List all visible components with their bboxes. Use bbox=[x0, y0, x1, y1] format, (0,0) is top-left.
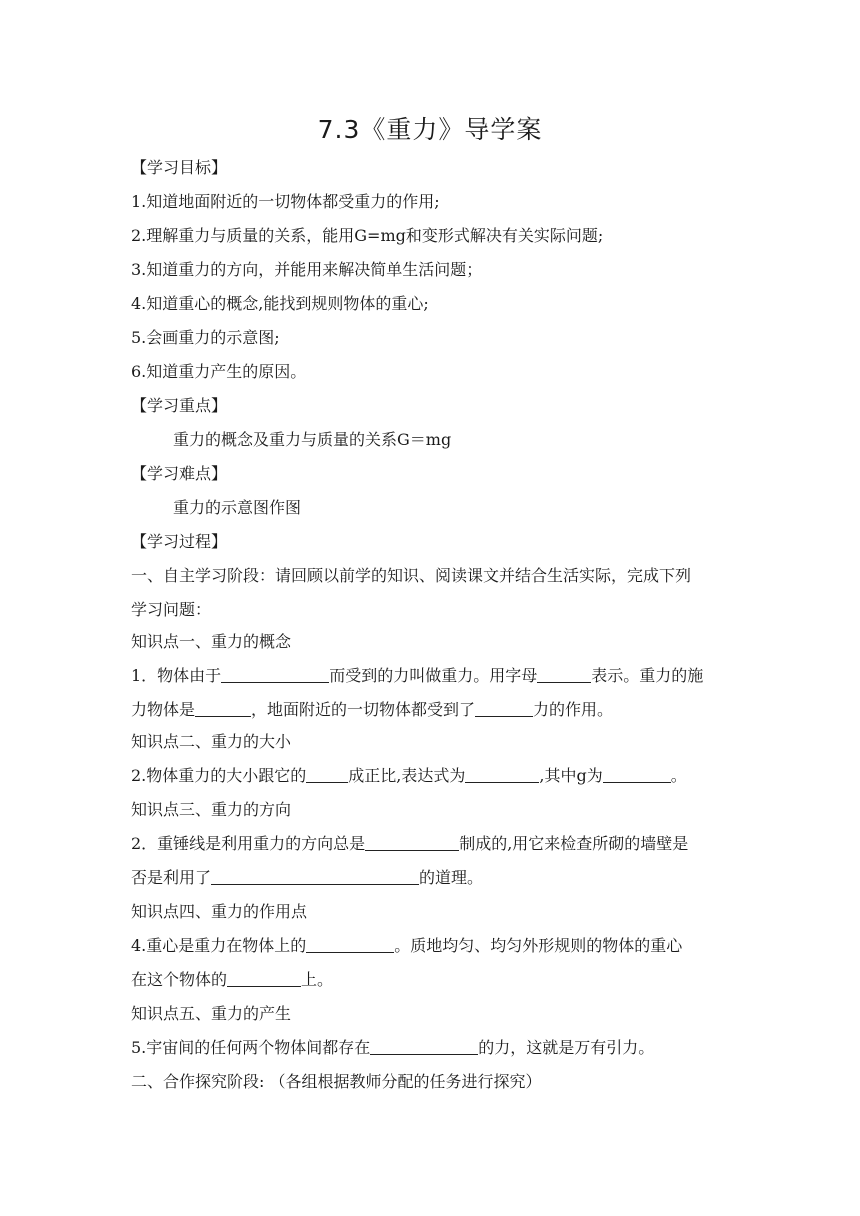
question-text: 1．物体由于 bbox=[131, 666, 222, 685]
document-title: 7.3《重力》导学案 bbox=[317, 115, 543, 144]
objective-item-5: 5.会画重力的示意图; bbox=[131, 328, 280, 347]
key-points-heading: 【学习重点】 bbox=[131, 396, 228, 415]
question-text: 2．重锤线是利用重力的方向总是 bbox=[131, 834, 366, 853]
fill-blank[interactable] bbox=[465, 766, 539, 783]
knowledge-point-3-heading: 知识点三、重力的方向 bbox=[131, 800, 292, 819]
question-text: 而受到的力叫做重力。用字母 bbox=[329, 666, 538, 685]
question-5-line1 bbox=[131, 1038, 654, 1058]
question-text: ,其中g为 bbox=[539, 766, 603, 785]
fill-blank[interactable] bbox=[603, 766, 671, 783]
question-text: 。质地均匀、均匀外形规则的物体的重心 bbox=[394, 936, 683, 955]
fill-blank[interactable] bbox=[306, 936, 394, 953]
objective-item-4: 4.知道重心的概念,能找到规则物体的重心; bbox=[131, 294, 429, 313]
knowledge-point-2-heading: 知识点二、重力的大小 bbox=[131, 732, 292, 751]
question-text: 力物体是 bbox=[131, 700, 196, 719]
question-text: 成正比,表达式为 bbox=[348, 766, 466, 785]
knowledge-point-4-heading: 知识点四、重力的作用点 bbox=[131, 902, 308, 921]
objective-item-3: 3.知道重力的方向，并能用来解决简单生活问题； bbox=[131, 260, 483, 279]
difficult-points-heading: 【学习难点】 bbox=[131, 464, 228, 483]
question-text: 的力，这就是万有引力。 bbox=[478, 1038, 655, 1057]
fill-blank[interactable] bbox=[537, 666, 591, 683]
fill-blank[interactable] bbox=[475, 700, 533, 717]
objective-item-2: 2.理解重力与质量的关系，能用G=mg和变形式解决有关实际问题; bbox=[131, 226, 604, 245]
knowledge-point-5-heading: 知识点五、重力的产生 bbox=[131, 1004, 292, 1023]
stage2-intro: 二、合作探究阶段: （各组根据教师分配的任务进行探究） bbox=[131, 1072, 542, 1091]
objective-item-6: 6.知道重力产生的原因。 bbox=[131, 362, 307, 381]
process-heading: 【学习过程】 bbox=[131, 532, 228, 551]
question-3-line1 bbox=[131, 834, 688, 854]
question-1-line2 bbox=[131, 700, 613, 720]
question-text: ，地面附近的一切物体都受到了 bbox=[251, 700, 476, 719]
question-2-line1 bbox=[131, 766, 687, 786]
question-text: 2.物体重力的大小跟它的 bbox=[131, 766, 307, 785]
question-text: 。 bbox=[670, 766, 687, 785]
question-text: 制成的,用它来检查所砌的墙壁是 bbox=[459, 834, 689, 853]
stage1-intro-line1: 一、自主学习阶段：请回顾以前学的知识、阅读课文并结合生活实际，完成下列 bbox=[131, 566, 692, 585]
fill-blank[interactable] bbox=[195, 700, 251, 717]
fill-blank[interactable] bbox=[365, 834, 459, 851]
fill-blank[interactable] bbox=[370, 1038, 478, 1055]
fill-blank[interactable] bbox=[306, 766, 348, 783]
question-text: 在这个物体的 bbox=[131, 970, 228, 989]
fill-blank[interactable] bbox=[211, 868, 419, 885]
question-text: 否是利用了 bbox=[131, 868, 212, 887]
question-4-line2 bbox=[131, 970, 333, 990]
objectives-heading: 【学习目标】 bbox=[131, 158, 228, 177]
question-text: 表示。重力的施 bbox=[591, 666, 704, 685]
key-points-text: 重力的概念及重力与质量的关系G＝mg bbox=[173, 430, 452, 449]
question-4-line1 bbox=[131, 936, 682, 956]
question-text: 上。 bbox=[301, 970, 334, 989]
question-text: 的道理。 bbox=[419, 868, 484, 887]
difficult-points-text: 重力的示意图作图 bbox=[173, 498, 302, 517]
question-text: 4.重心是重力在物体上的 bbox=[131, 936, 307, 955]
question-text: 力的作用。 bbox=[533, 700, 614, 719]
question-text: 5.宇宙间的任何两个物体间都存在 bbox=[131, 1038, 371, 1057]
objective-item-1: 1.知道地面附近的一切物体都受重力的作用; bbox=[131, 192, 440, 211]
stage1-intro-line2: 学习问题： bbox=[131, 600, 212, 619]
question-3-line2 bbox=[131, 868, 483, 888]
fill-blank[interactable] bbox=[227, 970, 301, 987]
fill-blank[interactable] bbox=[221, 666, 329, 683]
question-1-line1 bbox=[131, 666, 703, 686]
knowledge-point-1-heading: 知识点一、重力的概念 bbox=[131, 632, 292, 651]
